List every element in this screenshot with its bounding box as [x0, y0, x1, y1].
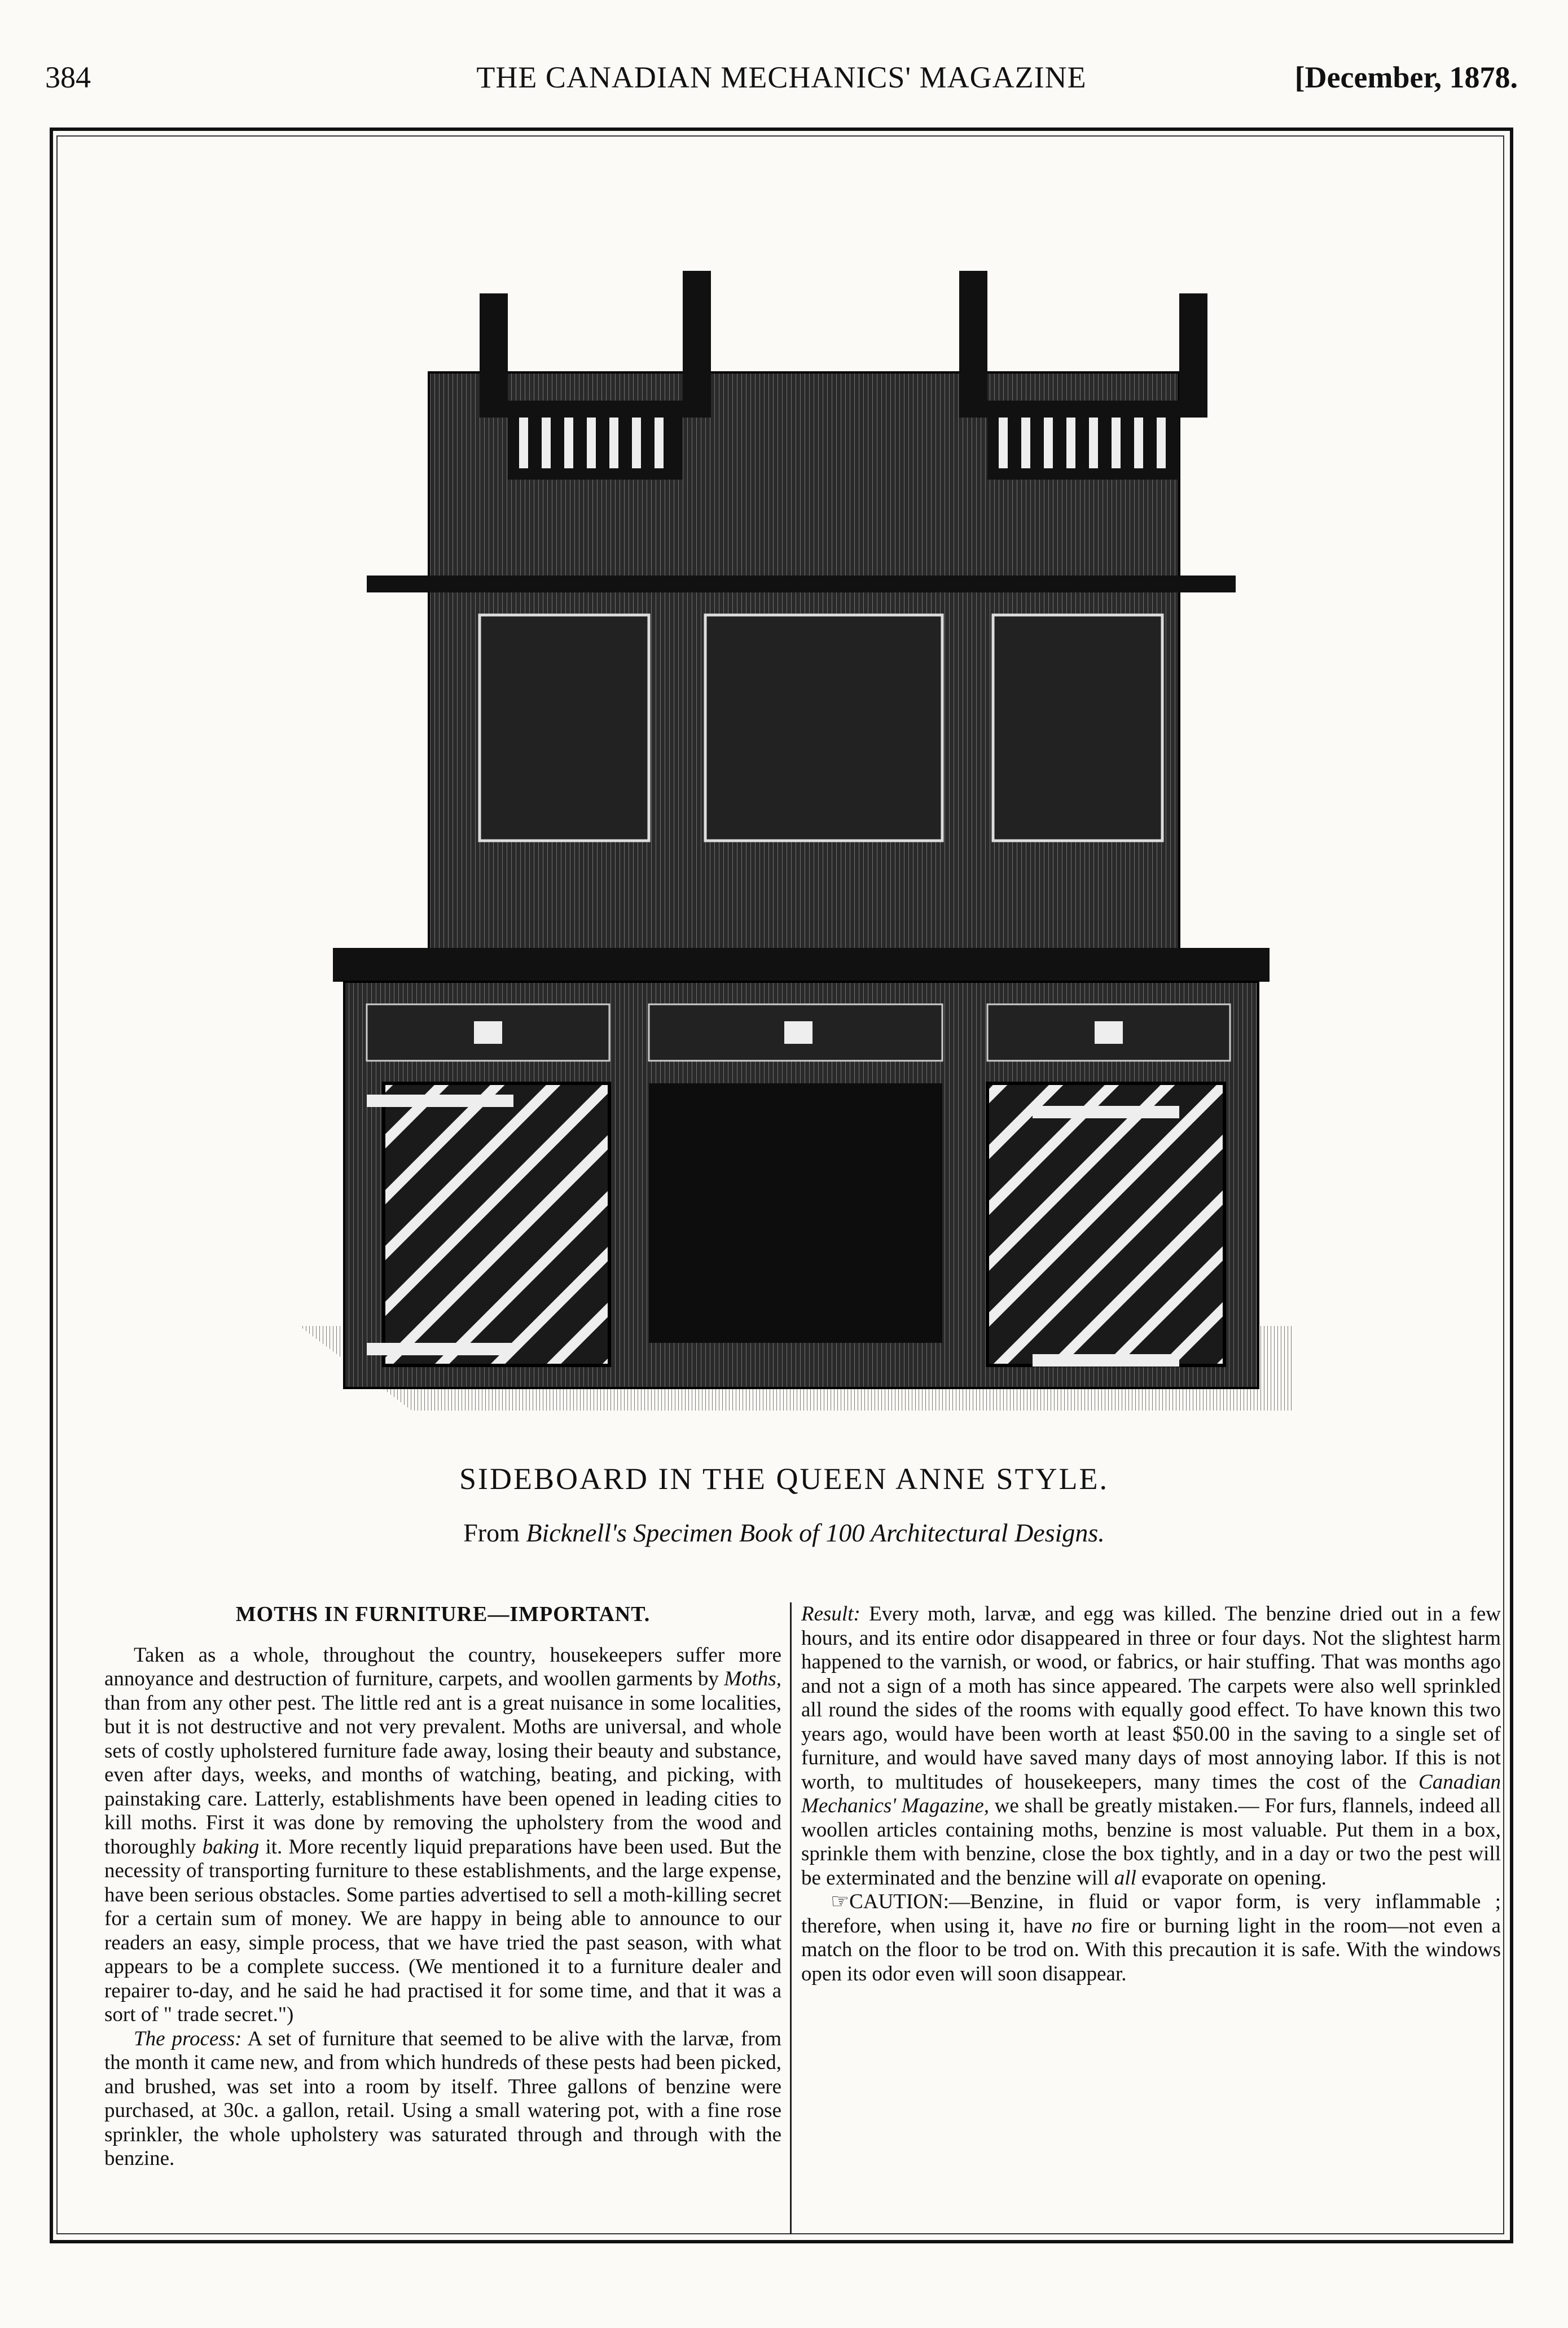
credit-prefix: From: [463, 1518, 526, 1547]
p2-text-a: A set of furniture that seemed to be alive with the larvæ, from the month it came new, and from which hundreds of these pests had been picked, and brushed, was set into a room by itself. Three gallons of benzine were purchased, at 30c. a gallon, retail. Using a small watering pot, with a fine rose sprinkler, the whole upholstery was saturated through and through with the benzine.: [104, 2027, 781, 2170]
p1-baking: baking: [202, 1835, 260, 1859]
p1-text-c: it. More recently liquid preparations have been used. But the necessity of transporting furniture to these establishments, and the large expense, have been serious obstacles. Some parties advertised to sell a moth-killing secret for a certain sum of money. We are happy in being able to announce to our readers an easy, simple process, that we have tried the past season, with what appears to be a complete success. (We mentioned it to a furniture dealer and repairer to-day, and he said he had practised it for some time, and that it was a sort of " trade secret."): [104, 1835, 782, 2026]
p1-moths: Moths,: [724, 1667, 781, 1690]
article-paragraph-1: [104, 1644, 781, 2027]
p2-text-c: we shall be greatly mistaken.— For furs, flannels, indeed all woollen articles containing moths, benzine is most valuable. Put them in a box, sprinkle them with benzine, close the box tightly, and in a day or two the pest will be exterminated and the benzine will: [801, 1794, 1501, 1890]
illustration-caption: SIDEBOARD IN THE QUEEN ANNE STYLE.: [459, 1462, 1109, 1496]
running-head: [45, 54, 1518, 99]
illustration-credit: [0, 1518, 1568, 1548]
column-rule: [790, 1602, 792, 2234]
caution-label: ☞CAUTION:: [831, 1890, 949, 1913]
caution-text-b: fire or burning light in the room—not even a match on the floor to be trod on. With this precaution it is safe. With the windows open its odor even will soon disappear.: [801, 1914, 1501, 1986]
sideboard-illustration: [299, 271, 1292, 1427]
p1-text-b: than from any other pest. The little red ant is a great nuisance in some localities, but it is not destructive and not very prevalent. Moths are universal, and whole sets of costly upholstered furniture fade away, losing their beauty and substance, even after days, weeks, and months of watching, beating, and picking, with painstaking care. Latterly, establishments have been opened in leading cities to kill moths. First it was done by removing the upholstery from the wood and thoroughly: [104, 1691, 781, 1859]
article-caution: [801, 1890, 1501, 1986]
p2-label: The process:: [134, 2027, 242, 2050]
article-column-right: [801, 1602, 1501, 1986]
p1-text-a: Taken as a whole, throughout the country, housekeepers suffer more annoyance and destruction of furniture, carpets, and woollen garments by: [104, 1643, 781, 1690]
article-paragraph-2-cont: [801, 1602, 1501, 1890]
article-paragraph-2-start: [104, 2027, 781, 2171]
p2-result: Result:: [801, 1602, 860, 1626]
caution-no: no: [1071, 1914, 1092, 1938]
caution-text-a: —Benzine, in fluid or vapor form, is very inflammable ; therefore, when using it, have: [801, 1890, 1501, 1938]
p2-all: all: [1114, 1866, 1136, 1890]
magazine-title: THE CANADIAN MECHANICS' MAGAZINE: [476, 60, 1087, 94]
credit-source: Bicknell's Specimen Book of 100 Architectural Designs.: [526, 1518, 1105, 1547]
issue-date: [December, 1878.: [1294, 60, 1518, 94]
p2-magazine: Canadian Mechanics' Magazine,: [801, 1770, 1501, 1817]
article-heading: MOTHS IN FURNITURE—IMPORTANT.: [235, 1602, 651, 1626]
article-column-left: [104, 1602, 781, 2171]
p2-text-d: evaporate on opening.: [1136, 1866, 1327, 1890]
page-number: 384: [45, 60, 91, 94]
p2-text-b: Every moth, larvæ, and egg was killed. The benzine dried out in a few hours, and its entire odor disappeared in three or four days. Not the slightest harm happened to the varnish, or wood, or fabrics, or hair stuffing. That was months ago and not a sign of a moth has since appeared. The carpets were also well sprinkled all round the sides of the rooms with equally good effect. To have known this two years ago, would have been worth at least $50.00 in the saving to a single set of furniture, and would have saved many days of most annoying labor. If this is not worth, to multitudes of housekeepers, many times the cost of the: [801, 1602, 1501, 1794]
